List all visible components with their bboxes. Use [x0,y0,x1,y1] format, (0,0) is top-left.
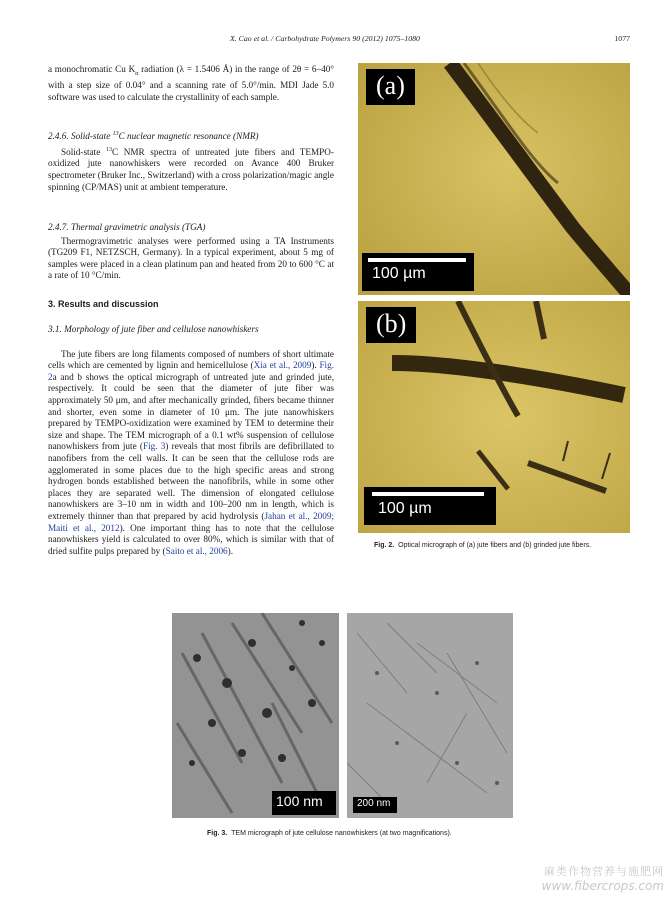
section-3-heading: 3. Results and discussion [48,299,159,309]
fig2a-scale-label: 100 µm [372,265,426,282]
ref-fig-3[interactable]: Fig. 3 [142,441,166,452]
section-2-4-7-text: Thermogravimetric analyses were performed using a TA Instruments (TG209 F1, NETZSCH, Germany). In a typical experiment, about 5 mg of samples were placed in a clean platinum pan and heated from 20 to 600 °C at a rate of 10 °C/min. [48,235,334,281]
fig3-left-scale-label: 100 nm [276,793,323,809]
watermark [542,863,664,893]
fig2b-scale-label: 100 µm [378,500,432,517]
fig2a-micrograph [358,63,630,295]
fig2-caption [374,542,644,549]
fig3-caption-text: TEM micrograph of jute cellulose nanowhiskers (at two magnifications). [231,830,452,837]
running-header [230,34,630,43]
intro-text-a: a monochromatic Cu K [48,64,136,74]
fig3-right-scale-label: 200 nm [357,798,391,809]
section-2-4-7 [48,222,334,282]
intro-sub: α [135,70,139,77]
citation-saito-2006[interactable]: Saito et al., 2006 [165,545,228,556]
section-3-1 [48,324,334,557]
fig3-caption [207,830,537,837]
fig3-right-scale-bar [353,797,397,813]
page-number: 1077 [614,34,630,43]
section-2-4-6-heading: 2.4.6. Solid-state $^{13}$C nuclear magnetic resonance (NMR) [48,131,259,142]
intro-paragraph [48,64,334,104]
section-3-1-heading: 3.1. Morphology of jute fiber and cellulose nanowhiskers [48,324,259,334]
running-title: X. Cao et al. / Carbohydrate Polymers 90 (2012) 1075–1080 [230,34,420,43]
intro-text-b: radiation (λ = 1.5406 Å) in the range of 2θ = 6–40° with a step size of 0.04° and a scanning rate of 5.0°/min. MDI Jade 5.0 software was used to calculate the crystallinity of each sample. [48,64,334,103]
fig2-caption-label: Fig. 2. [374,542,395,549]
fig3-tem-right [347,613,513,818]
fig2a-scale-bar [362,253,474,291]
fig2b-scale-bar [364,487,496,525]
section-3-1-text: The jute fibers are long filaments composed of numbers of short ultimate cells which are cemented by lignin and hemicellulose (Xia et al., 2009). Fig. 2a and b shows the optical micrograph of untreated jute and grinded jute, respectively. It could be seen that the diameter of jute fiber was approximately 50 μm, and after mechanically grinded, fibers became thinner and shorter, even some in diameter of 10 μm. The jute nanowhiskers prepared by TEMPO-oxidization were examined by TEM to determine their size and shape. The TEM micrograph of a 0.1 wt% suspension of cellulose nanowhiskers from jute (Fig. 3) reveals that most fibrils are defibrillated to nanofibers from the cell walls. It can be seen that the cellulose rods are agglomerated in some places due to the high specific areas and strong hydrogen bonds established between the nanofibrils, while in some other places they are separated well. The dimension of elongated cellulose nanowhiskers are 3–10 nm in width and 100–200 nm in length, which is extremely thinner than that prepared by acid hydrolysis (Jahan et al., 2009; Maiti et al., 2012). One important thing has to note that the cellulose nanowhiskers yield is calculated to over 80%, which is similar with that of dried sulfite pulps prepared by (Saito et al., 2006). [48,348,335,556]
section-2-4-6 [48,129,334,193]
section-2-4-7-heading: 2.4.7. Thermal gravimetric analysis (TGA) [48,222,206,232]
watermark-line-2: www.fibercrops.com [541,879,664,893]
ref-fig-2[interactable]: Fig. 2 [48,360,334,382]
fig2b-panel-label: (b) [366,307,416,343]
fig3-left-image [172,613,339,818]
section-3 [48,299,334,311]
fig3-tem-left [172,613,339,818]
fig2a-panel-label: (a) [366,69,415,105]
citation-jahan-maiti[interactable]: Jahan et al., 2009; Maiti et al., 2012 [48,510,334,533]
fig2-caption-text: Optical micrograph of (a) jute fibers and (b) grinded jute fibers. [398,542,592,549]
section-2-4-6-text: Solid-state $^{13}$C NMR spectra of untreated jute fibers and TEMPO-oxidized jute nanowhiskers were recorded on Avance 400 Bruker spectrometer (Bruker Inc., Switzerland) with a cross polarization/magic angle spinning (CP/MAS) unit at ambient temperature. [48,146,334,192]
fig3-left-scale-bar [272,791,336,815]
fig2b-micrograph [358,301,630,533]
watermark-line-1: 麻类作物营养与施肥网 [544,865,664,878]
fig3-caption-label: Fig. 3. [207,830,228,837]
fig3-right-image [347,613,513,818]
citation-xia-2009[interactable]: Xia et al., 2009 [253,360,312,371]
